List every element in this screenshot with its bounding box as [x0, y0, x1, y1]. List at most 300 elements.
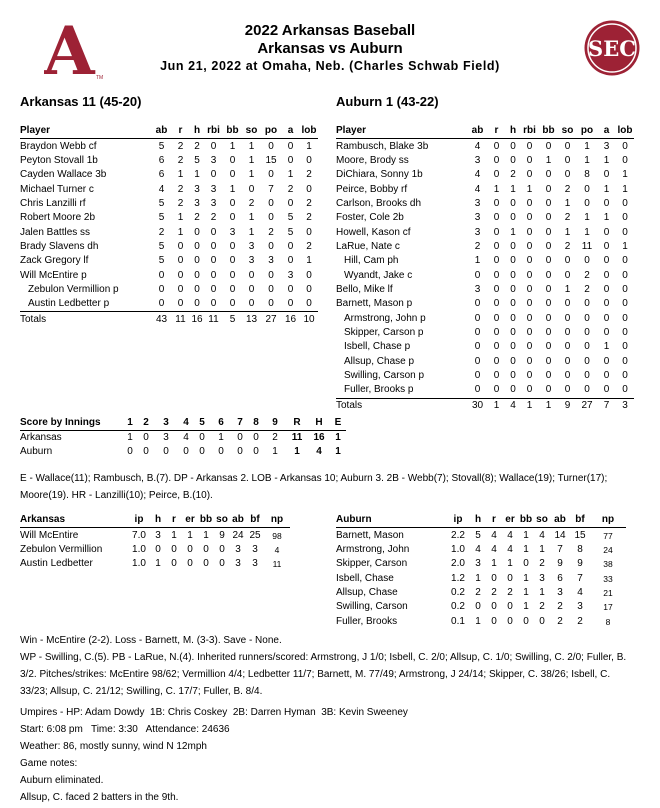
stat-cell: 0: [474, 269, 481, 281]
column-header: ip: [446, 513, 470, 528]
stat-cell: 1: [545, 154, 552, 166]
pitching-decisions: Win - McEntire (2-2). Loss - Barnett, M. (3-3). Save - None.: [20, 635, 282, 646]
stat-cell: 3: [210, 154, 217, 166]
stat-cell: 0: [523, 615, 529, 627]
column-header: ab: [152, 124, 171, 139]
table-row: [336, 557, 626, 571]
inning-header: 8: [248, 416, 264, 431]
table-row: [20, 283, 318, 297]
stat-cell: 0: [210, 140, 217, 152]
stat-cell: 5: [158, 140, 165, 152]
stat-cell: 0: [577, 383, 597, 398]
stat-cell: 0: [622, 197, 628, 209]
stat-cell: 0: [474, 326, 481, 338]
stat-cell: 0: [493, 370, 500, 382]
table-row: [20, 240, 318, 254]
column-header: np: [590, 513, 626, 528]
stat-cell: 2: [194, 140, 200, 152]
stat-cell: 4: [274, 544, 280, 555]
stat-cell: 1: [523, 601, 529, 613]
stat-cell: 2: [306, 197, 312, 209]
stat-cell: 2: [194, 212, 200, 224]
stat-cell: 1: [248, 226, 255, 238]
inning-header: 2: [138, 416, 154, 431]
inning-score: 2: [272, 432, 278, 443]
stat-cell: 0: [545, 255, 552, 267]
stat-cell: 0: [474, 355, 481, 367]
column-header: ab: [230, 513, 246, 528]
stat-cell: 0: [177, 283, 184, 295]
stat-cell: 4: [539, 529, 545, 541]
stat-cell: 0: [203, 558, 209, 570]
total-cell: 16: [191, 313, 203, 325]
table-row: [20, 543, 290, 557]
header-row: [20, 416, 346, 431]
stat-cell: 2: [475, 586, 481, 598]
stat-cell: 3: [268, 255, 274, 267]
stat-cell: 0: [520, 383, 539, 398]
stat-cell: 2: [158, 226, 165, 238]
column-header: lob: [616, 124, 634, 139]
stat-cell: 1: [229, 183, 236, 195]
stat-cell: 0: [210, 226, 217, 238]
stat-cell: 1: [475, 615, 481, 627]
stat-cell: 0: [229, 212, 236, 224]
stat-cell: 0: [242, 297, 261, 312]
totals-label: Totals: [336, 399, 363, 411]
stat-cell: 0: [194, 240, 200, 252]
stat-cell: 0: [545, 326, 552, 338]
stat-cell: 0: [603, 298, 610, 310]
stat-cell: 3: [194, 197, 200, 209]
footer-line: Umpires - HP: Adam Dowdy 1B: Chris Coskey 2B: Darren Hyman 3B: Kevin Sweeney: [20, 707, 408, 718]
table-row: [336, 268, 634, 282]
stat-cell: 0: [177, 269, 184, 281]
stat-cell: 2: [306, 169, 312, 181]
pitcher-name: Austin Ledbetter: [20, 558, 93, 570]
player-name: Brady Slavens dh: [20, 240, 99, 252]
stat-cell: 4: [507, 529, 513, 541]
stat-cell: 4: [507, 543, 513, 555]
table-row: [20, 254, 318, 268]
column-header: rbi: [520, 124, 539, 139]
stat-cell: 0: [229, 197, 236, 209]
stat-cell: 1: [248, 212, 255, 224]
stat-cell: 6: [158, 169, 165, 181]
stat-cell: 0: [603, 226, 610, 238]
stat-cell: 0: [219, 543, 225, 555]
stat-cell: 2: [177, 140, 184, 152]
total-cell: 9: [564, 399, 571, 411]
pitcher-name: Allsup, Chase: [336, 586, 398, 598]
column-header: h: [506, 124, 520, 139]
stat-cell: 3: [539, 572, 545, 584]
player-name: Jalen Battles ss: [20, 226, 91, 238]
team-name: Auburn: [20, 446, 53, 457]
inning-score: 0: [237, 446, 243, 457]
stat-cell: 3: [252, 543, 258, 555]
stat-cell: 2.0: [451, 558, 465, 570]
stat-cell: 4: [475, 543, 481, 555]
stat-cell: 1: [474, 255, 481, 267]
stat-cell: 0: [545, 370, 552, 382]
auburn-heading: Auburn 1 (43-22): [336, 94, 439, 109]
inning-score: 0: [237, 432, 243, 443]
stat-cell: 0: [268, 212, 274, 224]
stat-cell: 2: [564, 240, 571, 252]
stat-cell: 3: [603, 140, 610, 152]
stat-cell: 1: [229, 140, 236, 152]
stat-cell: 11: [272, 559, 282, 570]
inning-score: 4: [183, 432, 189, 443]
stat-cell: 0: [474, 298, 481, 310]
footer-line: Game notes:: [20, 758, 78, 769]
stat-cell: 0: [622, 269, 628, 281]
table-row: [336, 168, 634, 182]
table-row: [336, 182, 634, 196]
column-header: Player: [20, 124, 152, 139]
total-cell: 1: [526, 399, 533, 411]
player-name: Barnett, Mason p: [336, 298, 413, 310]
column-header: bb: [198, 513, 214, 528]
rhe-value: 1: [335, 446, 341, 457]
total-cell: 4: [510, 399, 516, 411]
stat-cell: 0: [510, 355, 516, 367]
stat-cell: 0: [306, 226, 312, 238]
stat-cell: 0: [268, 283, 274, 295]
stat-cell: 0: [545, 355, 552, 367]
stat-cell: 2.2: [451, 529, 465, 541]
player-name: LaRue, Nate c: [336, 240, 400, 252]
pitcher-name: Fuller, Brooks: [336, 615, 398, 627]
auburn-pitching-table: [336, 513, 626, 629]
inning-score: 0: [127, 446, 133, 457]
stat-cell: 2: [474, 240, 481, 252]
table-row: [336, 254, 634, 268]
stat-cell: 0: [268, 197, 274, 209]
stat-cell: 1: [584, 140, 590, 152]
stat-cell: 3: [210, 183, 217, 195]
stat-cell: 2: [268, 226, 274, 238]
stat-cell: 3: [210, 197, 217, 209]
inning-score: 0: [143, 432, 149, 443]
rhe-value: 16: [313, 432, 325, 443]
stat-cell: 1.0: [451, 543, 465, 555]
total-cell: 1: [493, 399, 500, 411]
stat-cell: 4: [577, 586, 583, 598]
stat-cell: 0: [510, 212, 516, 224]
stat-cell: 1: [493, 183, 500, 195]
stat-cell: 0: [603, 312, 610, 324]
stat-cell: 9: [219, 529, 225, 541]
stat-cell: 0: [493, 312, 500, 324]
stat-cell: 2: [557, 601, 563, 613]
footer-line: Allsup, C. faced 2 batters in the 9th.: [20, 792, 179, 803]
player-name: Swilling, Carson p: [344, 370, 425, 382]
stat-cell: 0: [493, 283, 500, 295]
stat-cell: 5: [287, 212, 294, 224]
stat-cell: 0: [526, 370, 533, 382]
stat-cell: 0: [493, 355, 500, 367]
stat-cell: 0: [194, 283, 200, 295]
stat-cell: 0: [510, 312, 516, 324]
stat-cell: 0: [564, 169, 571, 181]
stat-cell: 0: [219, 558, 225, 570]
table-row: [20, 225, 318, 239]
table-row: [336, 600, 626, 614]
arkansas-batting-table: [20, 124, 318, 327]
stat-cell: 0: [487, 383, 506, 398]
inning-header: 5: [194, 416, 210, 431]
player-name: Bello, Mike lf: [336, 283, 393, 295]
stat-cell: 1: [155, 558, 161, 570]
stat-cell: 4: [474, 140, 481, 152]
stat-cell: 5: [475, 529, 481, 541]
stat-cell: 0: [229, 255, 236, 267]
stat-cell: 3: [557, 586, 563, 598]
stat-cell: 0: [603, 326, 610, 338]
stat-cell: 1: [171, 529, 177, 541]
header-row: [20, 513, 290, 528]
stat-cell: 2: [539, 601, 545, 613]
stat-cell: 15: [574, 529, 586, 541]
stat-cell: 1: [248, 169, 255, 181]
stat-cell: 5: [158, 255, 165, 267]
player-name: Allsup, Chase p: [344, 355, 415, 367]
stat-cell: 0: [539, 615, 545, 627]
player-name: Fuller, Brooks p: [336, 383, 468, 398]
total-cell: 10: [303, 313, 315, 325]
inning-score: 1: [127, 432, 133, 443]
column-header: ab: [468, 124, 487, 139]
stat-cell: 0: [622, 154, 628, 166]
inning-score: 0: [218, 446, 224, 457]
column-header: ab: [550, 513, 570, 528]
stat-cell: 7: [557, 543, 563, 555]
inning-header: 6: [210, 416, 232, 431]
stat-cell: 5: [158, 240, 165, 252]
stat-cell: 0: [622, 212, 628, 224]
stat-cell: 3: [475, 558, 481, 570]
stat-cell: 0: [545, 298, 552, 310]
stat-cell: 0: [171, 543, 177, 555]
stat-cell: 1: [539, 586, 545, 598]
table-row: [336, 528, 626, 543]
table-row: [336, 197, 634, 211]
rhe-header: H: [308, 416, 330, 431]
stat-cell: 0: [493, 197, 500, 209]
stat-cell: 0: [545, 240, 552, 252]
stat-cell: 0: [564, 154, 571, 166]
total-cell: 11: [175, 313, 186, 325]
stat-cell: 1: [203, 529, 209, 541]
column-header: po: [261, 124, 281, 139]
stat-cell: 0: [622, 355, 628, 367]
stat-cell: 24: [232, 529, 244, 541]
stat-cell: 1: [584, 226, 590, 238]
stat-cell: 0: [526, 240, 533, 252]
stat-cell: 0: [493, 298, 500, 310]
stat-cell: 1: [603, 341, 610, 353]
column-header: er: [182, 513, 198, 528]
stat-cell: 0: [474, 370, 481, 382]
stat-cell: 1.2: [451, 572, 465, 584]
column-header: bb: [539, 124, 558, 139]
player-name: Michael Turner c: [20, 183, 94, 195]
table-row: [336, 340, 634, 354]
player-name: Skipper, Carson p: [344, 326, 424, 338]
table-row: [20, 528, 290, 543]
rhe-header: R: [286, 416, 308, 431]
total-cell: 27: [265, 313, 277, 325]
stat-cell: 0: [287, 140, 294, 152]
stat-cell: 0: [187, 558, 193, 570]
stat-cell: 77: [603, 530, 613, 541]
rhe-value: 1: [294, 446, 300, 457]
total-cell: 1: [545, 399, 552, 411]
inning-score: 0: [143, 446, 149, 457]
table-row: [20, 168, 318, 182]
page-subtitle: Arkansas vs Auburn: [257, 40, 403, 57]
player-name: Zebulon Vermillion p: [28, 283, 119, 295]
stat-cell: 0: [622, 298, 628, 310]
stat-cell: 0: [229, 240, 236, 252]
player-name: Austin Ledbetter p: [20, 297, 152, 312]
totals-row: [336, 398, 634, 413]
rhe-value: 11: [291, 432, 303, 443]
stat-cell: 0: [526, 255, 533, 267]
stat-cell: 0: [287, 283, 294, 295]
stat-cell: 0: [603, 240, 610, 252]
stat-cell: 33: [603, 573, 613, 584]
total-cell: 3: [622, 399, 628, 411]
stat-cell: 1: [523, 572, 529, 584]
stat-cell: 3: [474, 226, 481, 238]
stat-cell: 0: [526, 298, 533, 310]
column-header: bb: [518, 513, 534, 528]
stat-cell: 0: [584, 370, 590, 382]
stat-cell: 0: [493, 326, 500, 338]
stat-cell: 3: [474, 212, 481, 224]
stat-cell: 4: [158, 183, 165, 195]
stat-cell: 0: [210, 169, 217, 181]
stat-cell: 15: [265, 154, 277, 166]
stat-cell: 4: [474, 183, 481, 195]
stat-cell: 0: [510, 269, 516, 281]
pitcher-name: Skipper, Carson: [336, 558, 408, 570]
stat-cell: 0: [622, 370, 628, 382]
stat-cell: 1: [475, 572, 481, 584]
stat-cell: 0: [564, 298, 571, 310]
pitcher-name: Armstrong, John: [336, 543, 410, 555]
total-cell: 7: [603, 399, 610, 411]
stat-cell: 0: [493, 226, 500, 238]
player-name: Moore, Brody ss: [336, 154, 409, 166]
stat-cell: 5: [287, 226, 294, 238]
stat-cell: 1: [584, 212, 590, 224]
table-row: [20, 268, 318, 282]
pitcher-name: Will McEntire: [20, 529, 79, 541]
stat-cell: 1: [523, 586, 529, 598]
stat-cell: 38: [603, 559, 613, 570]
total-cell: 11: [208, 313, 219, 325]
stat-cell: 0: [194, 255, 200, 267]
stat-cell: 24: [603, 544, 613, 555]
stat-cell: 1: [306, 255, 312, 267]
stat-cell: 0: [558, 383, 577, 398]
stat-cell: 0: [493, 255, 500, 267]
stat-cell: 0: [210, 255, 217, 267]
stat-cell: 0: [526, 226, 533, 238]
stat-cell: 1: [287, 169, 294, 181]
column-header: bb: [223, 124, 242, 139]
column-header: so: [242, 124, 261, 139]
stat-cell: 0: [526, 326, 533, 338]
table-row: [20, 139, 318, 154]
stat-cell: 0: [177, 240, 184, 252]
stat-cell: 0: [187, 543, 193, 555]
stat-cell: 0: [493, 154, 500, 166]
stat-cell: 0: [287, 240, 294, 252]
stat-cell: 0: [229, 283, 236, 295]
stat-cell: 0: [223, 297, 242, 312]
stat-cell: 0: [584, 341, 590, 353]
inning-header: 7: [232, 416, 248, 431]
stat-cell: 0: [248, 269, 255, 281]
stat-cell: 3: [474, 154, 481, 166]
stat-cell: 0: [306, 283, 312, 295]
stat-cell: 0: [564, 269, 571, 281]
stat-cell: 0: [510, 341, 516, 353]
stat-cell: 0: [603, 169, 610, 181]
rhe-value: 1: [335, 432, 341, 443]
stat-cell: 0: [194, 226, 200, 238]
stat-cell: 2: [564, 183, 571, 195]
stat-cell: 3: [194, 183, 200, 195]
stat-cell: 8: [584, 169, 590, 181]
table-row: [336, 383, 634, 398]
totals-label: Totals: [20, 313, 47, 325]
stat-cell: 2: [177, 154, 184, 166]
stat-cell: 0: [584, 197, 590, 209]
stat-cell: 0: [622, 140, 628, 152]
totals-row: [20, 312, 318, 327]
total-cell: 16: [284, 313, 297, 325]
column-header: ip: [128, 513, 150, 528]
stat-cell: 1: [248, 140, 255, 152]
player-name: Cayden Wallace 3b: [20, 169, 107, 181]
stat-cell: 0: [306, 154, 312, 166]
stat-cell: 0: [564, 312, 571, 324]
stat-cell: 3: [248, 240, 255, 252]
stat-cell: 0: [584, 183, 590, 195]
player-name: Foster, Cole 2b: [336, 212, 404, 224]
stat-cell: 0: [229, 269, 236, 281]
stat-cell: 3: [252, 558, 258, 570]
stat-cell: 1: [526, 183, 533, 195]
stat-cell: 3: [248, 255, 255, 267]
stat-cell: 0: [622, 255, 628, 267]
table-row: [20, 211, 318, 225]
stat-cell: 0: [510, 326, 516, 338]
table-row: [20, 557, 290, 571]
stat-cell: 0: [152, 297, 171, 312]
stat-cell: 3: [577, 601, 583, 613]
column-header: h: [470, 513, 486, 528]
stat-cell: 3: [235, 558, 241, 570]
stat-cell: 0: [510, 283, 516, 295]
column-header: h: [150, 513, 166, 528]
